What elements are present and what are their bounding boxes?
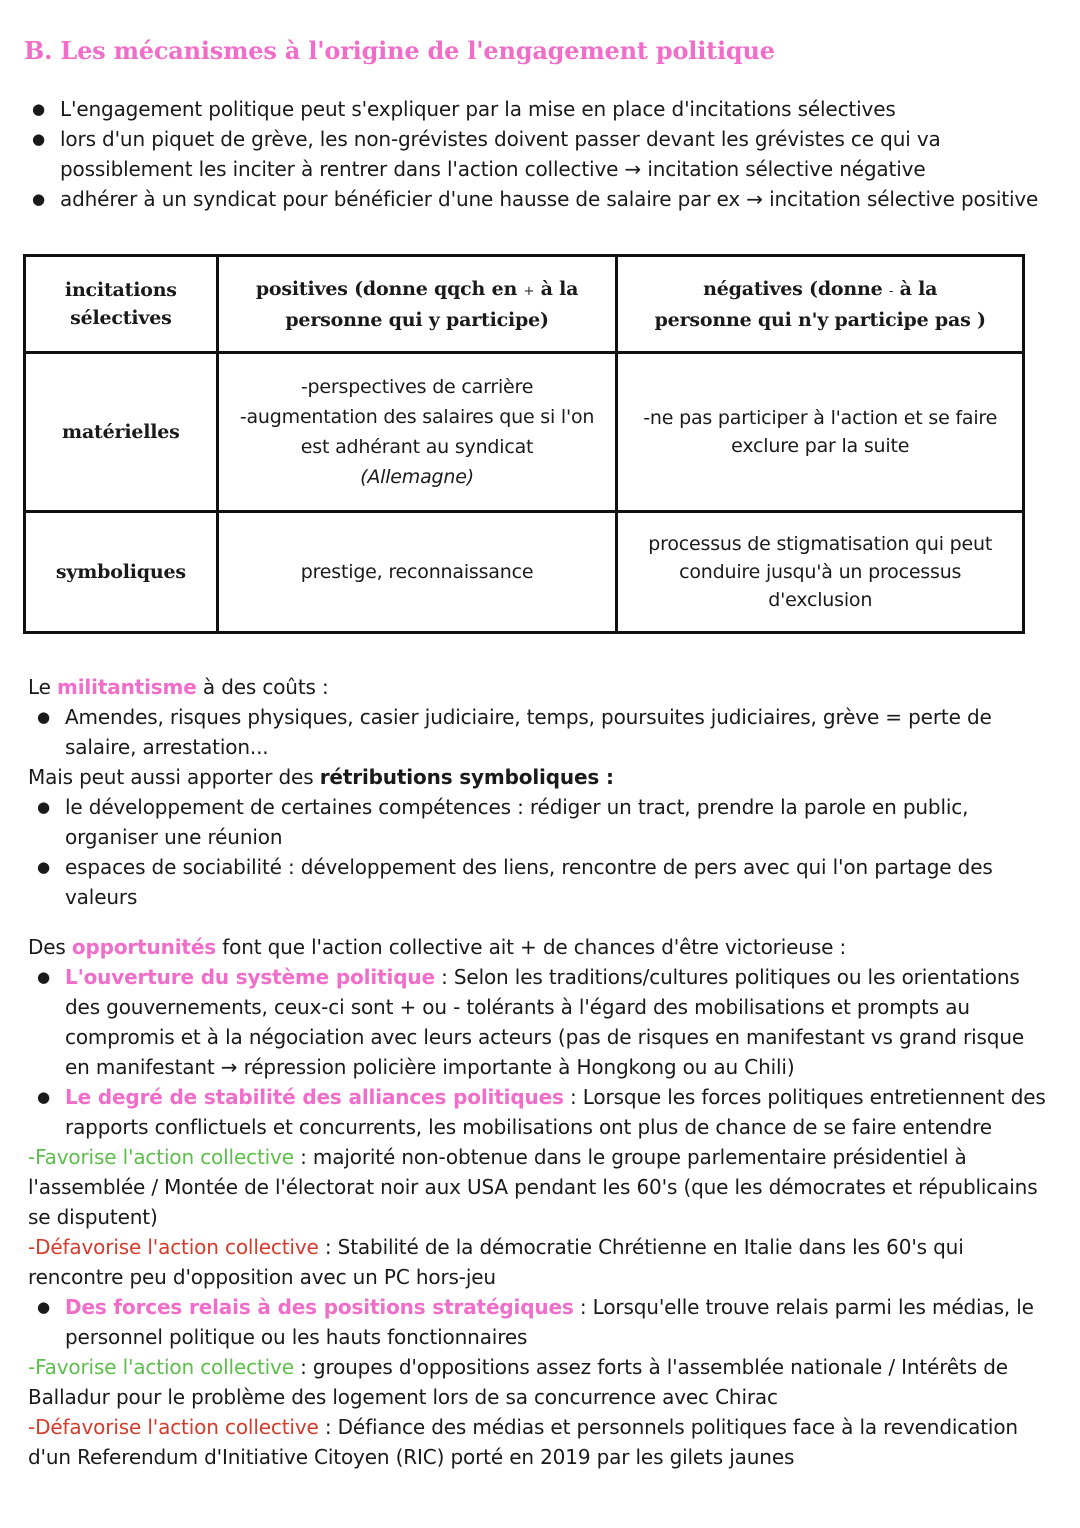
opportunites-list-2	[28, 1292, 1048, 1352]
body-text	[28, 672, 1048, 1472]
costs-list	[28, 702, 1048, 762]
cell-materielles-negatives: -ne pas participer à l'action et se faire exclure par la suite	[617, 353, 1024, 512]
retributions-list	[28, 792, 1048, 912]
cell-materielles-positives: -perspectives de carrière -augmentation des salaires que si l'on est adhérant au syndicat (Allemagne)	[217, 353, 617, 512]
keyword-retributions: rétributions symboliques	[319, 765, 600, 789]
opportunites-list	[28, 962, 1048, 1142]
retributions-intro: Mais peut aussi apporter des rétributions symboliques :	[28, 765, 614, 789]
list-item: ● Des forces relais à des positions stratégiques : Lorsqu'elle trouve relais parmi les médias, le personnel politique ou les hauts fonctionnaires	[28, 1292, 1048, 1352]
row-label-symboliques: symboliques	[25, 512, 218, 633]
militantisme-intro: Le militantisme à des coûts :	[28, 675, 329, 699]
cell-symboliques-negatives: processus de stigmatisation qui peut conduire jusqu'à un processus d'exclusion	[617, 512, 1024, 633]
list-item: ● espaces de sociabilité : développement des liens, rencontre de pers avec qui l'on partage des valeurs	[28, 852, 1048, 912]
list-item: ● le développement de certaines compétences : rédiger un tract, prendre la parole en public, organiser une réunion	[28, 792, 1048, 852]
header-cell-positives: positives (donne qqch en + à la personne qui y participe)	[217, 256, 617, 353]
table-row	[25, 512, 1024, 633]
list-item: ● L'ouverture du système politique : Selon les traditions/cultures politiques ou les orientations des gouvernements, ceux-ci sont + ou - tolérants à l'égard des mobilisations et prompts au compromis et à la négociation avec leurs acteurs (pas de risques en manifestant vs grand risque en manifestant → répression policière importante à Hongkong ou au Chili)	[28, 962, 1048, 1082]
defavorise-line: -Défavorise l'action collective : Défiance des médias et personnels politiques face à la revendication d'un Referendum d'Initiative Citoyen (RIC) porté en 2019 par les gilets jaunes	[28, 1415, 1018, 1469]
row-label-materielles: matérielles	[25, 353, 218, 512]
table-row	[25, 353, 1024, 512]
keyword-opportunites: opportunités	[71, 935, 217, 959]
header-cell-incitations: incitations sélectives	[25, 256, 218, 353]
list-item: ● Le degré de stabilité des alliances politiques : Lorsque les forces politiques entretiennent des rapports conflictuels et concurrents, les mobilisations ont plus de chance de se faire entendre	[28, 1082, 1048, 1142]
list-item: ● Amendes, risques physiques, casier judiciaire, temps, poursuites judiciaires, grève = perte de salaire, arrestation...	[28, 702, 1048, 762]
intro-item: ● L'engagement politique peut s'expliquer par la mise en place d'incitations sélectives	[24, 94, 1044, 124]
favorise-line: -Favorise l'action collective : groupes d'oppositions assez forts à l'assemblée nationale / Intérêts de Balladur pour le problème des logement lors de sa concurrence avec Chirac	[28, 1355, 1008, 1409]
intro-item: ● adhérer à un syndicat pour bénéficier d'une hausse de salaire par ex → incitation sélective positive	[24, 184, 1044, 214]
incentives-table	[23, 254, 1025, 634]
keyword-militantisme: militantisme	[57, 675, 197, 699]
opportunites-intro: Des opportunités font que l'action collective ait + de chances d'être victorieuse :	[28, 935, 847, 959]
header-cell-negatives: négatives (donne - à la personne qui n'y participe pas )	[617, 256, 1024, 353]
favorise-line: -Favorise l'action collective : majorité non-obtenue dans le groupe parlementaire présidentiel à l'assemblée / Montée de l'électorat noir aux USA pendant les 60's (que les démocrates et républicains se disputent)	[28, 1145, 1038, 1229]
defavorise-line: -Défavorise l'action collective : Stabilité de la démocratie Chrétienne en Italie dans les 60's qui rencontre peu d'opposition avec un PC hors-jeu	[28, 1235, 964, 1289]
cell-symboliques-positives: prestige, reconnaissance	[217, 512, 617, 633]
section-title: B. Les mécanismes à l'origine de l'engagement politique	[24, 36, 775, 65]
intro-list	[24, 94, 1044, 214]
table-header-row	[25, 256, 1024, 353]
intro-item: ● lors d'un piquet de grève, les non-grévistes doivent passer devant les grévistes ce qui va possiblement les inciter à rentrer dans l'action collective → incitation sélective négative	[24, 124, 1044, 184]
